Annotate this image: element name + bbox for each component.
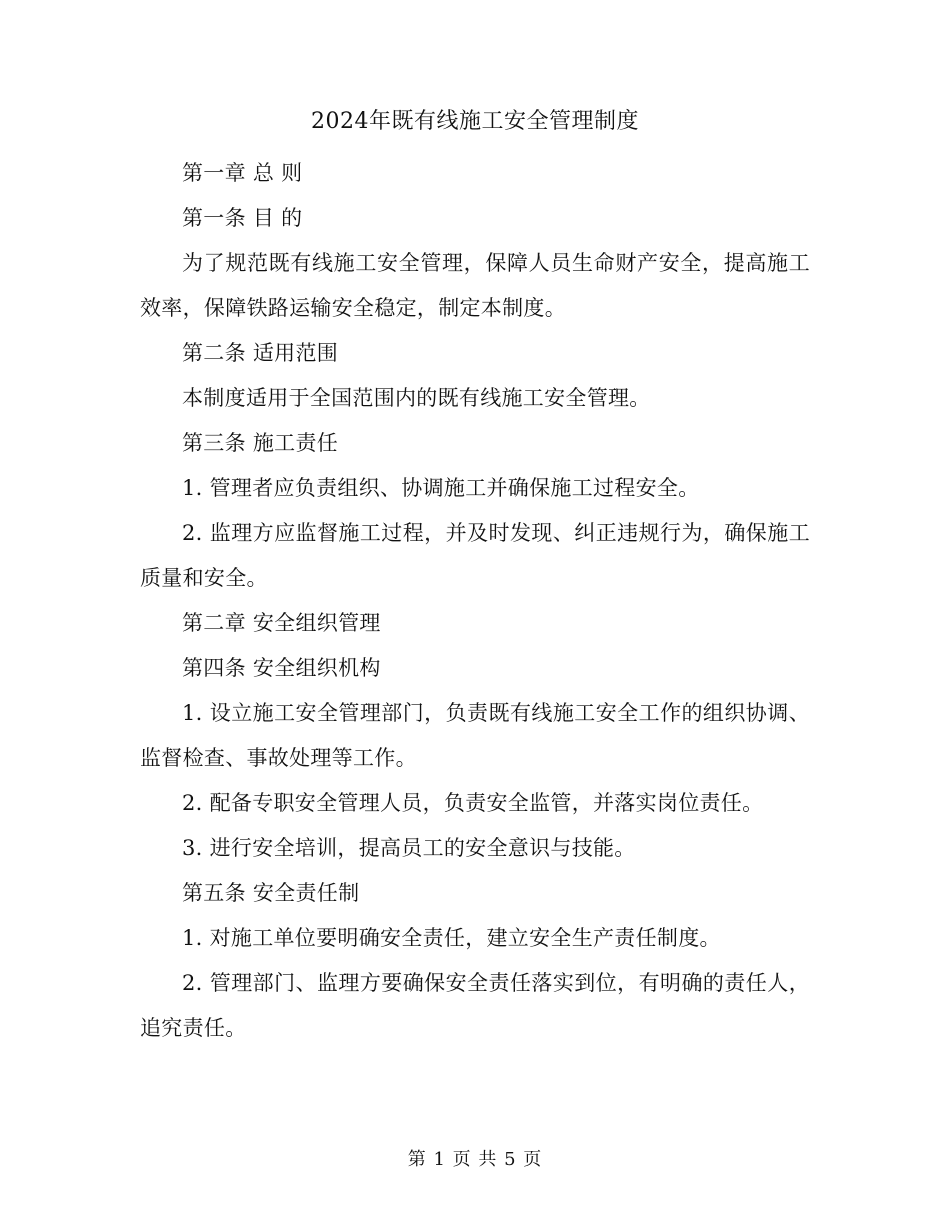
article-heading: 第三条 施工责任 (182, 431, 339, 455)
paragraph: 为了规范既有线施工安全管理，保障人员生命财产安全，提高施工效率，保障铁路运输安全稳定，制定本制度。 (140, 251, 810, 320)
chapter-heading: 第二章 安全组织管理 (182, 611, 381, 635)
article-heading: 第一条 目 的 (182, 206, 303, 230)
list-item: 2. 监理方应监督施工过程，并及时发现、纠正违规行为，确保施工质量和安全。 (140, 521, 810, 590)
list-item: 2. 管理部门、监理方要确保安全责任落实到位，有明确的责任人，追究责任。 (140, 971, 810, 1040)
article-heading: 第二条 适用范围 (182, 341, 339, 365)
page-footer: 第 1 页 共 5 页 (407, 1149, 543, 1170)
list-item: 1. 对施工单位要明确安全责任，建立安全生产责任制度。 (182, 926, 721, 950)
list-item: 1. 管理者应负责组织、协调施工并确保施工过程安全。 (182, 476, 700, 500)
document-body (140, 151, 810, 1051)
list-item: 2. 配备专职安全管理人员，负责安全监管，并落实岗位责任。 (182, 791, 764, 815)
article-heading: 第四条 安全组织机构 (182, 656, 381, 680)
list-item: 1. 设立施工安全管理部门，负责既有线施工安全工作的组织协调、监督检查、事故处理等工作。 (140, 701, 810, 770)
article-heading: 第五条 安全责任制 (182, 881, 360, 905)
list-item: 3. 进行安全培训，提高员工的安全意识与技能。 (182, 836, 636, 860)
document-title: 2024年既有线施工安全管理制度 (311, 109, 639, 134)
paragraph: 本制度适用于全国范围内的既有线施工安全管理。 (182, 386, 651, 410)
chapter-heading: 第一章 总 则 (182, 161, 303, 185)
